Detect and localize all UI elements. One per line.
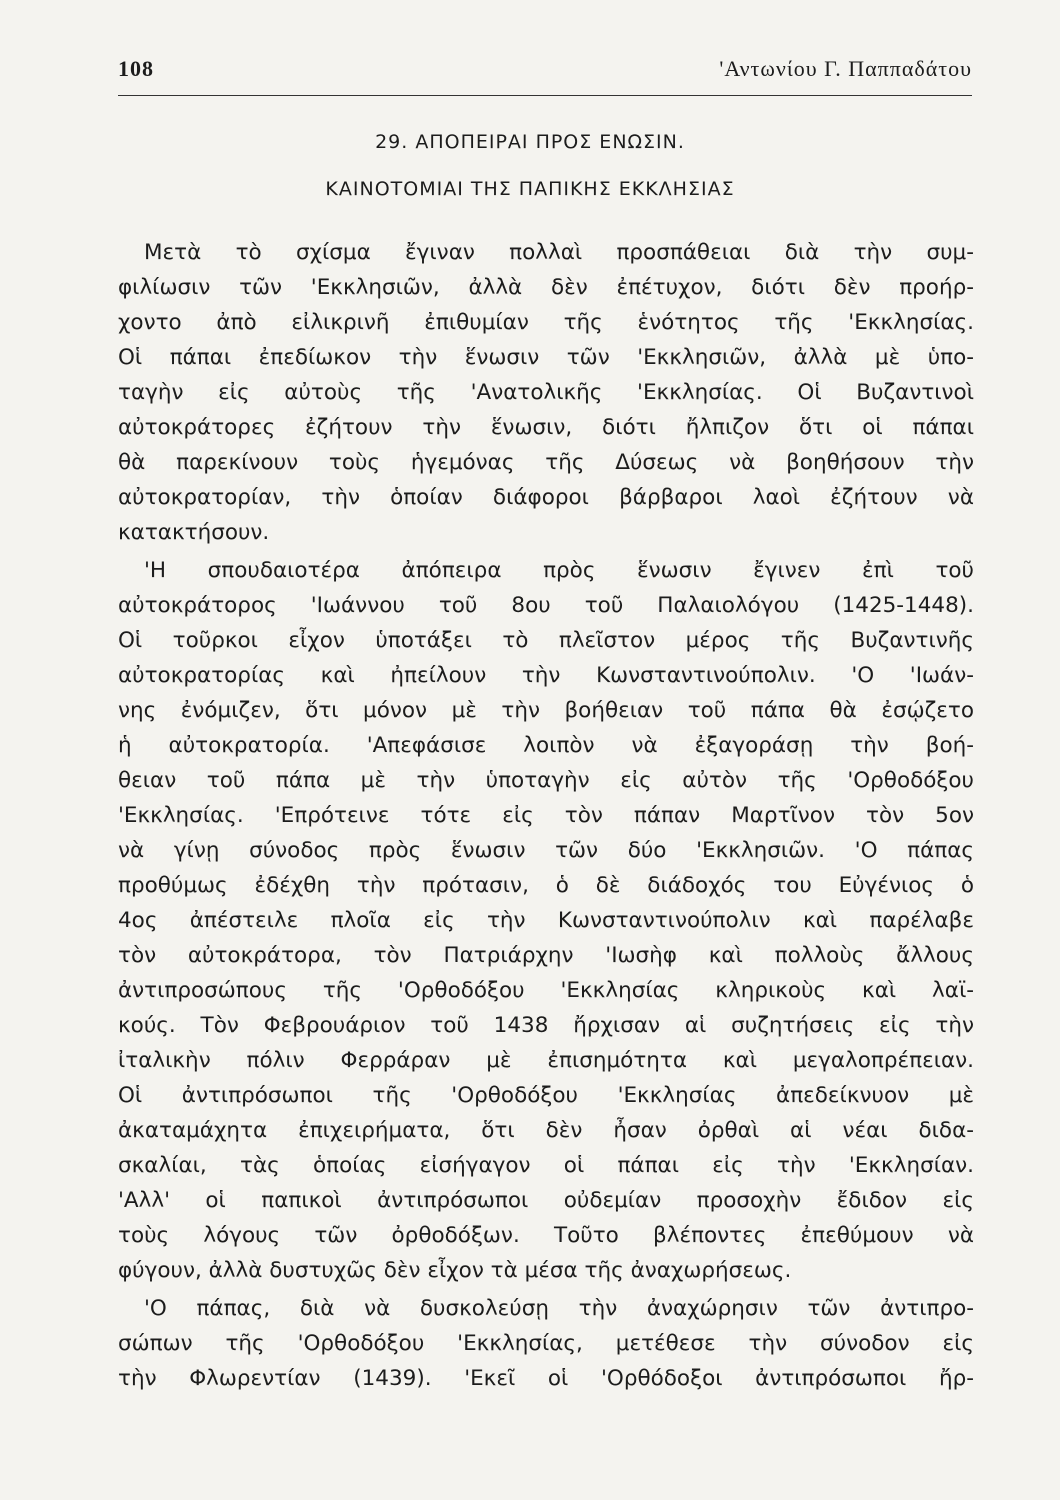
- text-line: θὰ παρεκίνουν τοὺς ἡγεμόνας τῆς Δύσεως νὰ βοηθήσουν τὴν: [118, 450, 974, 475]
- text-line: τὸν αὐτοκράτορα, τὸν Πατριάρχην 'Ιωσὴφ καὶ πολλοὺς ἄλλους: [118, 943, 974, 968]
- text-line: νης ἐνόμιζεν, ὅτι μόνον μὲ τὴν βοήθειαν τοῦ πάπα θὰ ἐσῴζετο: [118, 698, 974, 723]
- text-line: αὐτοκράτορες ἐζήτουν τὴν ἕνωσιν, διότι ἤλπιζον ὅτι οἱ πάπαι: [118, 415, 974, 440]
- page-number: 108: [118, 56, 154, 81]
- text-line: ἀντιπροσώπους τῆς 'Ορθοδόξου 'Εκκλησίας κληρικοὺς καὶ λαϊ-: [118, 978, 974, 1003]
- text-line: τοὺς λόγους τῶν ὀρθοδόξων. Τοῦτο βλέποντες ἐπεθύμουν νὰ: [118, 1223, 974, 1248]
- text-line: φιλίωσιν τῶν 'Εκκλησιῶν, ἀλλὰ δὲν ἐπέτυχον, διότι δὲν προήρ-: [118, 275, 974, 300]
- text-line: ἡ αὐτοκρατορία. 'Απεφάσισε λοιπὸν νὰ ἐξαγοράσῃ τὴν βοή-: [118, 733, 974, 758]
- text-line: 4ος ἀπέστειλε πλοῖα εἰς τὴν Κωνσταντινούπολιν καὶ παρέλαβε: [118, 908, 974, 933]
- text-line: 'Αλλ' οἱ παπικοὶ ἀντιπρόσωποι οὐδεμίαν προσοχὴν ἔδιδον εἰς: [118, 1188, 974, 1213]
- text-line: κατακτήσουν.: [118, 520, 270, 545]
- text-line: Οἱ τοῦρκοι εἶχον ὑποτάξει τὸ πλεῖστον μέρος τῆς Βυζαντινῆς: [118, 628, 974, 653]
- page-header: [118, 56, 972, 92]
- text-line: ἰταλικὴν πόλιν Φερράραν μὲ ἐπισημότητα καὶ μεγαλοπρέπειαν.: [118, 1048, 974, 1073]
- text-line: θειαν τοῦ πάπα μὲ τὴν ὑποταγὴν εἰς αὐτὸν τῆς 'Ορθοδόξου: [118, 768, 974, 793]
- text-line: αὐτοκρατορίαν, τὴν ὁποίαν διάφοροι βάρβαροι λαοὶ ἐζήτουν νὰ: [118, 485, 974, 510]
- text-line: ταγὴν εἰς αὐτοὺς τῆς 'Ανατολικῆς 'Εκκλησίας. Οἱ Βυζαντινοὶ: [118, 380, 974, 405]
- text-line: τὴν Φλωρεντίαν (1439). 'Εκεῖ οἱ 'Ορθόδοξοι ἀντιπρόσωποι ἤρ-: [118, 1366, 974, 1391]
- text-line: Οἱ πάπαι ἐπεδίωκον τὴν ἕνωσιν τῶν 'Εκκλησιῶν, ἀλλὰ μὲ ὑπο-: [118, 345, 974, 370]
- chapter-title: 29. ΑΠΟΠΕΙΡΑΙ ΠΡΟΣ ΕΝΩΣΙΝ.: [375, 131, 685, 153]
- text-line: Μετὰ τὸ σχίσμα ἔγιναν πολλαὶ προσπάθειαι διὰ τὴν συμ-: [144, 240, 974, 265]
- text-line: αὐτοκρατορίας καὶ ἠπείλουν τὴν Κωνσταντινούπολιν. 'Ο 'Ιωάν-: [118, 663, 974, 688]
- chapter-subtitle: ΚΑΙΝΟΤΟΜΙΑΙ ΤΗΣ ΠΑΠΙΚΗΣ ΕΚΚΛΗΣΙΑΣ: [325, 178, 735, 200]
- running-head-author: 'Αντωνίου Γ. Παππαδάτου: [719, 56, 972, 81]
- text-line: σώπων τῆς 'Ορθοδόξου 'Εκκλησίας, μετέθεσε τὴν σύνοδον εἰς: [118, 1331, 974, 1356]
- text-line: κούς. Τὸν Φεβρουάριον τοῦ 1438 ἤρχισαν αἱ συζητήσεις εἰς τὴν: [118, 1013, 974, 1038]
- text-line: νὰ γίνῃ σύνοδος πρὸς ἕνωσιν τῶν δύο 'Εκκλησιῶν. 'Ο πάπας: [118, 838, 974, 863]
- text-line: 'Ο πάπας, διὰ νὰ δυσκολεύσῃ τὴν ἀναχώρησιν τῶν ἀντιπρο-: [144, 1296, 974, 1321]
- text-line: αὐτοκράτορος 'Ιωάννου τοῦ 8ου τοῦ Παλαιολόγου (1425-1448).: [118, 593, 974, 618]
- text-line: 'Η σπουδαιοτέρα ἀπόπειρα πρὸς ἕνωσιν ἔγινεν ἐπὶ τοῦ: [144, 558, 974, 583]
- text-line: σκαλίαι, τὰς ὁποίας εἰσήγαγον οἱ πάπαι εἰς τὴν 'Εκκλησίαν.: [118, 1153, 974, 1178]
- text-line: προθύμως ἐδέχθη τὴν πρότασιν, ὁ δὲ διάδοχός του Εὐγένιος ὁ: [118, 873, 974, 898]
- header-rule: [118, 95, 972, 96]
- text-line: φύγουν, ἀλλὰ δυστυχῶς δὲν εἶχον τὰ μέσα τῆς ἀναχωρήσεως.: [118, 1258, 792, 1283]
- text-line: 'Εκκλησίας. 'Επρότεινε τότε εἰς τὸν πάπαν Μαρτῖνον τὸν 5ον: [118, 803, 974, 828]
- text-line: χοντο ἀπὸ εἰλικρινῆ ἐπιθυμίαν τῆς ἑνότητος τῆς 'Εκκλησίας.: [118, 310, 974, 335]
- text-line: ἀκαταμάχητα ἐπιχειρήματα, ὅτι δὲν ἦσαν ὀρθαὶ αἱ νέαι διδα-: [118, 1118, 974, 1143]
- text-line: Οἱ ἀντιπρόσωποι τῆς 'Ορθοδόξου 'Εκκλησίας ἀπεδείκνυον μὲ: [118, 1083, 974, 1108]
